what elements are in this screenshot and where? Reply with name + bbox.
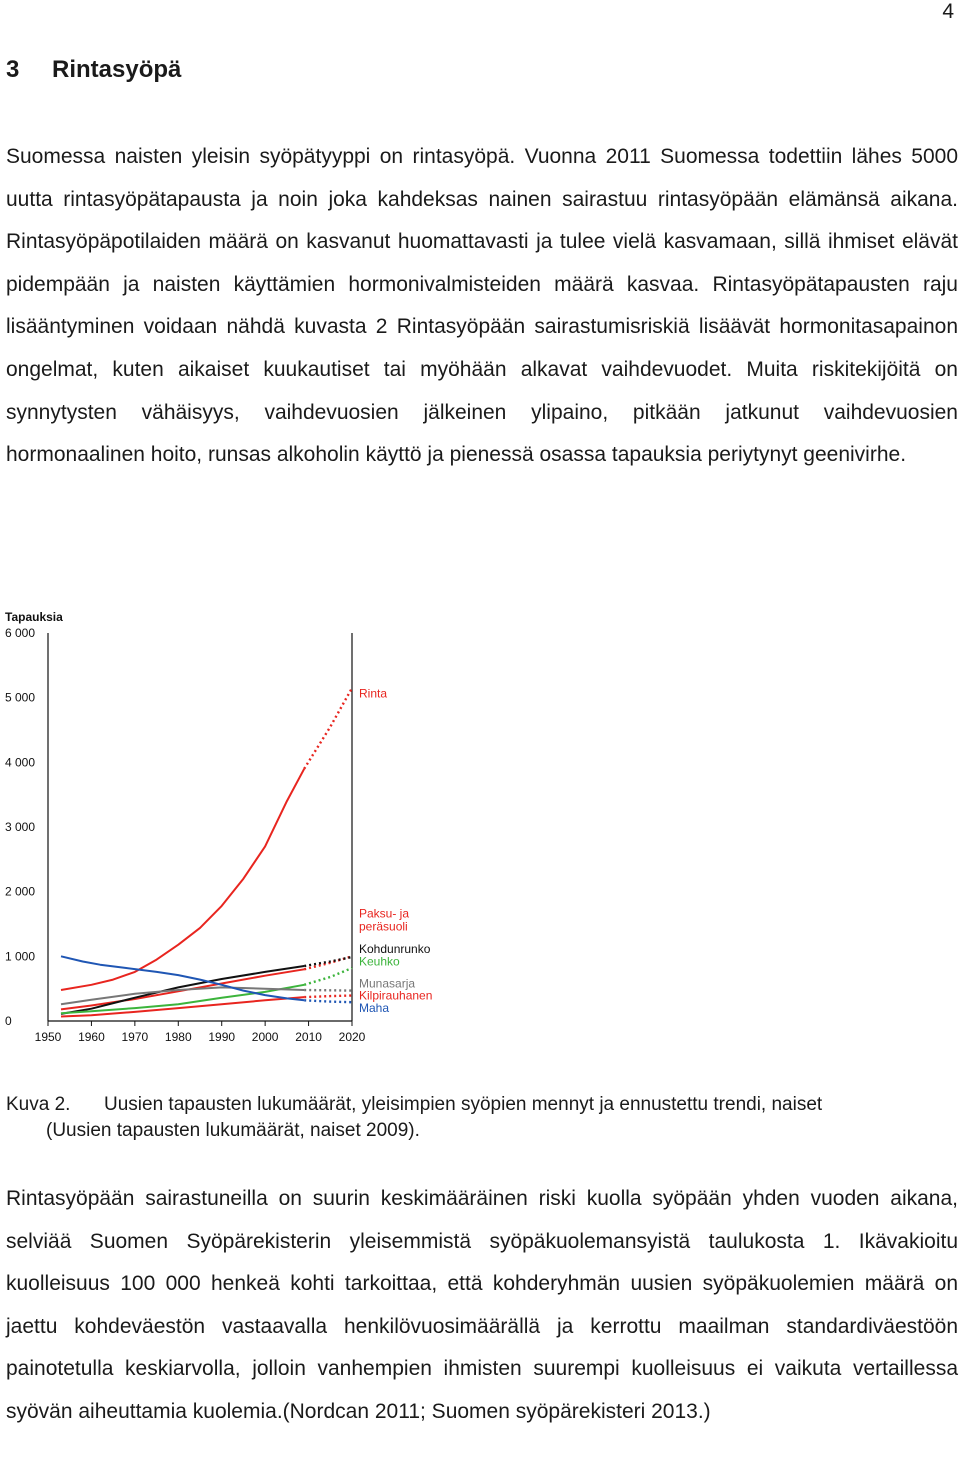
series-forecast-line <box>304 990 352 991</box>
caption-line-2: (Uusien tapausten lukumäärät, naiset 2009). <box>46 1120 420 1141</box>
chart-series-labels <box>359 687 432 1015</box>
y-tick-label: 3 000 <box>5 820 36 834</box>
series-forecast-line <box>304 1000 352 1002</box>
x-tick-label: 1970 <box>121 1030 149 1044</box>
series-label-line: Kohdunrunko <box>359 942 431 957</box>
x-tick-label: 1960 <box>78 1030 105 1044</box>
y-tick-label: 0 <box>5 1014 12 1028</box>
x-tick-label: 1980 <box>164 1030 192 1044</box>
y-tick-label: 1 000 <box>5 949 36 964</box>
section-heading <box>6 56 181 84</box>
series-forecast-line <box>304 968 352 985</box>
x-tick-label: 2020 <box>338 1030 366 1044</box>
series-label <box>359 687 387 701</box>
x-tick-label: 1990 <box>208 1030 236 1044</box>
x-tick-label: 2010 <box>295 1030 322 1044</box>
section-title: Rintasyöpä <box>52 56 182 83</box>
series-line <box>61 956 304 1000</box>
y-tick-label: 4 000 <box>5 755 36 770</box>
series-label-line: Kilpirauhanen <box>359 988 433 1003</box>
series-forecast-line <box>304 688 352 769</box>
y-tick-label: 2 000 <box>5 884 36 899</box>
figure-caption <box>6 1092 958 1144</box>
paragraph-intro: Suomessa naisten yleisin syöpätyyppi on rintasyöpä. Vuonna 2011 Suomessa todettiin lähes 5000 uutta rintasyöpätapausta ja noin joka kahdeksas nainen sairastuu rintasyöpään elämänsä aikana. Rintasyöpäpotilaiden määrä on kasvanut huomattavasti ja tulee vielä kasvamaan, sillä ihmiset elävät pidempään ja naisten käyttämien hormonivalmisteiden määrä kasvaa. Rintasyöpätapausten raju lisääntyminen voidaan nähdä kuvasta 2 Rintasyöpään sairastumisriskiä lisäävät hormonitasapainon ongelmat, kuten aikaiset kuukautiset tai myöhään alkavat vaihdevuodet. Muita riskitekijöitä on synnytysten vähäisyys, vaihdevuosien jälkeinen ylipaino, pitkään jatkunut vaihdevuosien hormonaalinen hoito, runsas alkoholin käyttö ja pienessä osassa tapauksia periytynyt geenivirhe. <box>6 145 958 467</box>
chart-axes <box>5 610 366 1044</box>
series-label-line: Paksu- ja <box>359 906 410 921</box>
series-label-line: Keuhko <box>359 954 400 969</box>
caption-label: Kuva 2. <box>6 1094 71 1115</box>
series-label <box>359 1001 389 1015</box>
section-number: 3 <box>6 56 20 83</box>
paragraph-mortality: Rintasyöpään sairastuneilla on suurin keskimääräinen riski kuolla syöpään yhden vuoden aikana, selviää Suomen Syöpärekisterin yleisemmistä syöpäkuolemansyistä taulukosta 1. Ikävakioitu kuolleisuus 100 000 henkeä kohti tarkoittaa, että kohderyhmän uusien syöpäkuolemien määrä on jaettu kohdeväestön vastaavalla henkilövuosimäärällä ja kerrottu maailman standardiväestöön painotetulla keskiarvolla, jolloin vanhempien ihmisten suurempi kuolleisuus ei vaikuta vertaillessa syövän aiheuttamia kuolemia.(Nordcan 2011; Suomen syöpärekisteri 2013.) <box>6 1187 958 1423</box>
series-label-line: Rinta <box>359 686 388 701</box>
series-label-line: Munasarja <box>359 976 416 991</box>
series-label-line: peräsuoli <box>359 919 408 934</box>
series-forecast-line <box>304 996 352 998</box>
x-tick-label: 2000 <box>251 1030 279 1044</box>
series-forecast-line <box>304 957 352 966</box>
series-label <box>359 954 400 968</box>
chart-lines <box>61 688 352 1017</box>
y-tick-label: 5 000 <box>5 690 36 705</box>
cancer-trend-chart <box>0 605 460 1055</box>
series-line <box>61 769 304 990</box>
series-label <box>359 907 409 934</box>
x-tick-label: 1950 <box>34 1030 62 1044</box>
series-label-line: Maha <box>359 1000 390 1015</box>
page-number: 4 <box>942 0 954 23</box>
y-axis-label: Tapauksia <box>5 610 63 624</box>
caption-line-1: Uusien tapausten lukumäärät, yleisimpien syöpien mennyt ja ennustettu trendi, naiset <box>104 1094 823 1115</box>
y-tick-label: 6 000 <box>5 626 36 640</box>
